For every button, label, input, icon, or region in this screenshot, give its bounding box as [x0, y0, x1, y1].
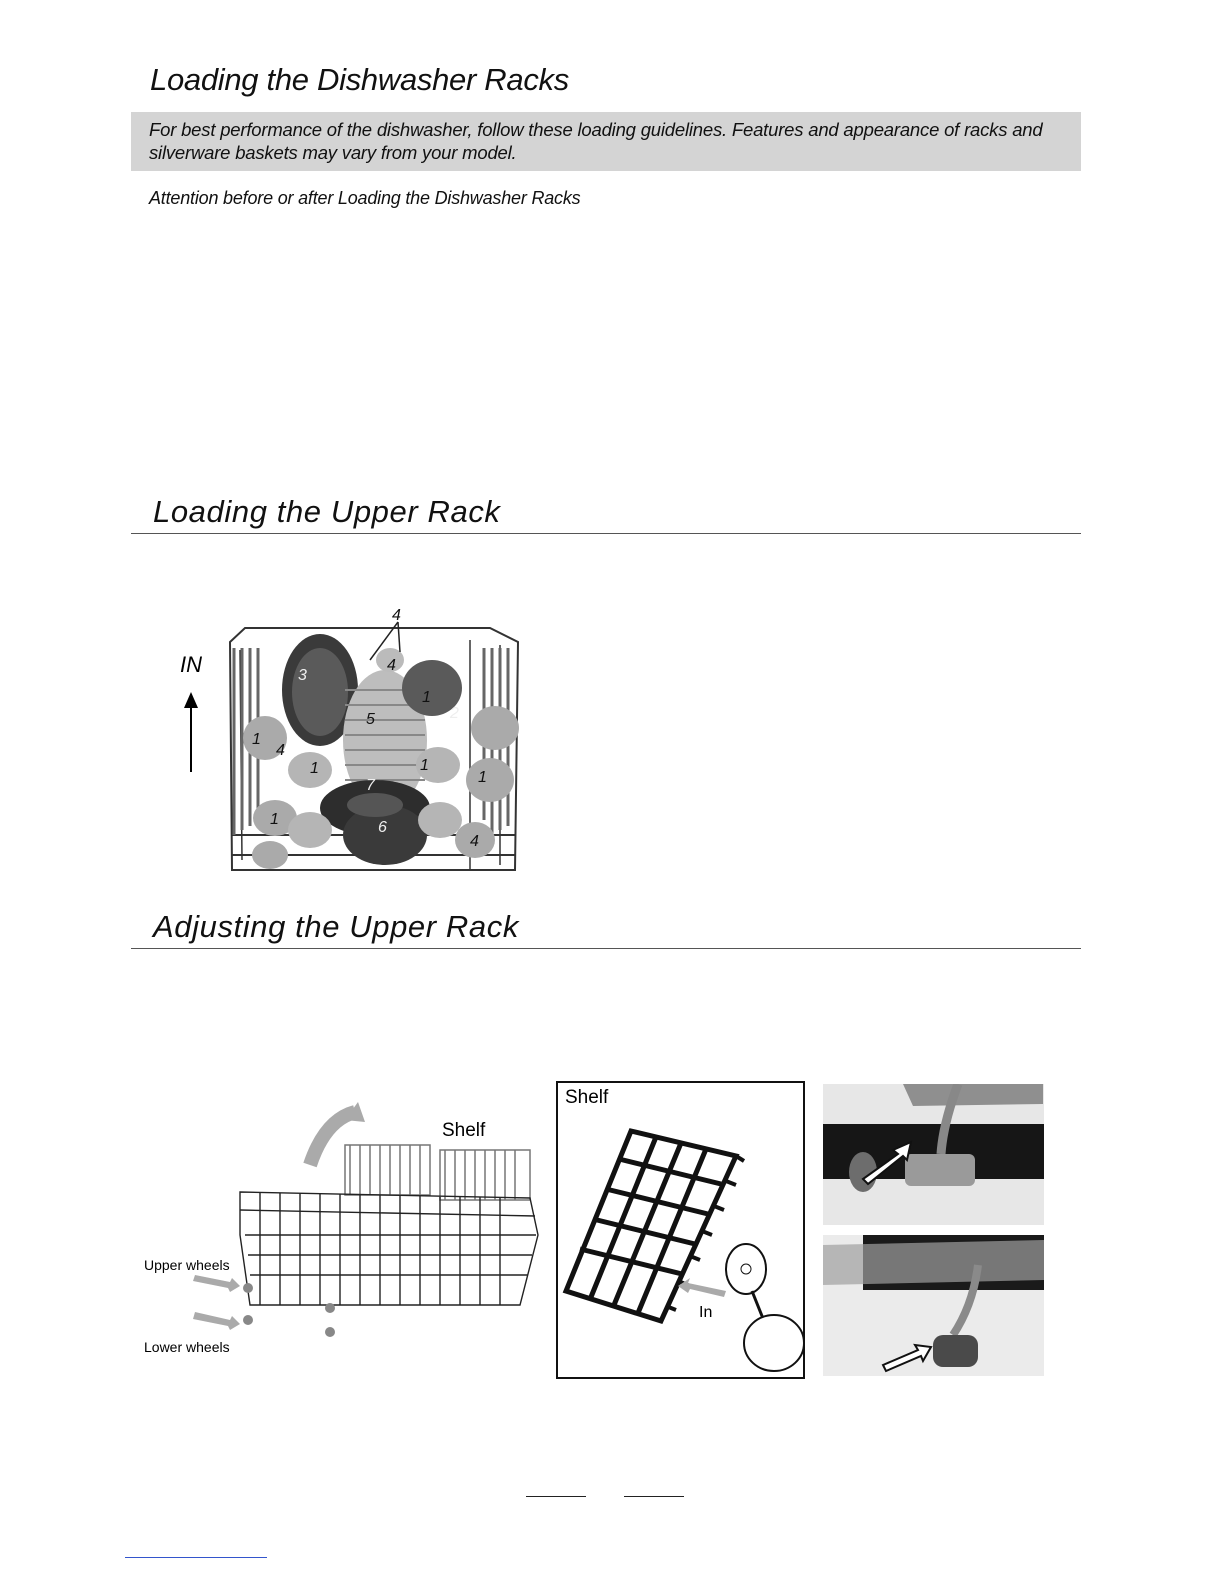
fold-shelves [345, 1145, 530, 1200]
footer-page-rule [624, 1496, 684, 1497]
inset-shelf-label: Shelf [565, 1087, 609, 1108]
item-number: 2 [450, 705, 459, 722]
upper-wheels-label: Upper wheels [144, 1257, 230, 1273]
section-heading-upper-rack: Loading the Upper Rack [131, 494, 1081, 534]
wheels [243, 1283, 335, 1337]
item-number: 1 [478, 769, 487, 786]
rack-wheels-figure [140, 1100, 550, 1360]
shelf-inset-figure [556, 1081, 806, 1381]
footer-page-rule [526, 1496, 586, 1497]
page-title: Loading the Dishwasher Racks [150, 62, 569, 97]
lower-wheels-label: Lower wheels [144, 1339, 230, 1355]
attention-subheading: Attention before or after Loading the Dishwasher Racks [149, 188, 581, 208]
section-heading-adjust-rack: Adjusting the Upper Rack [131, 909, 1081, 949]
wheel-photo-top [823, 1084, 1044, 1225]
item-number: 1 [310, 760, 319, 777]
pointer-arrow-icon [193, 1275, 240, 1330]
inset-in-label: In [699, 1304, 713, 1321]
upper-rack-loading-figure [170, 600, 540, 890]
item-number: 6 [378, 819, 387, 836]
item-number: 4 [392, 607, 401, 624]
item-number: 4 [470, 833, 479, 850]
item-number: 5 [366, 711, 375, 728]
in-direction-label: IN [180, 652, 202, 677]
item-number: 1 [422, 689, 431, 706]
wheel-photo-bottom [823, 1235, 1044, 1376]
item-number: 4 [276, 742, 285, 759]
item-number: 7 [366, 777, 375, 794]
in-arrow-icon [184, 692, 198, 772]
item-number: 4 [387, 657, 396, 674]
intro-note: For best performance of the dishwasher, follow these loading guidelines. Features and appearance of racks and silverware baskets may vary from your model. [131, 112, 1081, 171]
shelf-label: Shelf [442, 1120, 486, 1141]
footer-link-rule [125, 1557, 267, 1558]
item-number: 1 [270, 811, 279, 828]
item-number: 1 [252, 731, 261, 748]
rack-basket [240, 1192, 538, 1305]
item-number: 1 [420, 757, 429, 774]
item-number: 3 [298, 667, 307, 684]
